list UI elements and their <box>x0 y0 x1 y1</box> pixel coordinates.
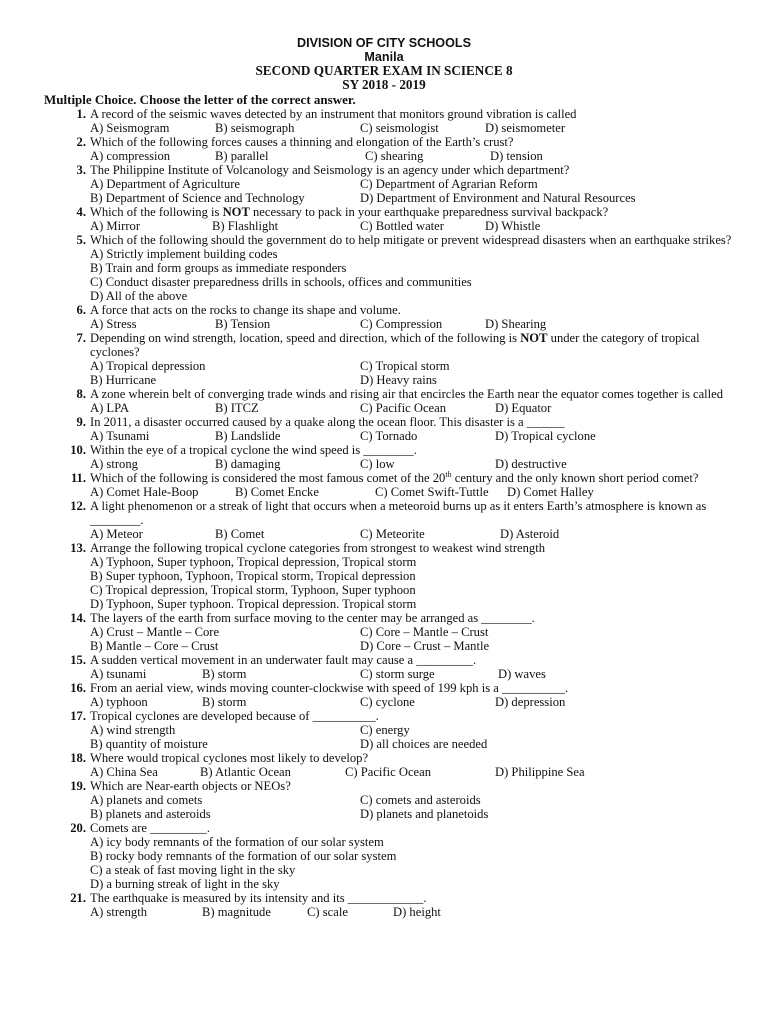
answer-options <box>90 667 734 681</box>
answer-option[interactable]: A) Department of Agriculture <box>90 177 241 191</box>
question-number: 3. <box>76 163 86 177</box>
answer-option[interactable]: B) rocky body remnants of the formation of our solar system <box>90 849 397 863</box>
question-stem: The layers of the earth from surface moving to the center may be arranged as ________. <box>90 611 535 625</box>
answer-option[interactable]: B) Atlantic Ocean <box>200 765 291 779</box>
question-item <box>44 891 734 919</box>
answer-option[interactable]: C) Meteorite <box>360 527 425 541</box>
question-number: 15. <box>70 653 86 667</box>
question-stem: Tropical cyclones are developed because of __________. <box>90 709 379 723</box>
answer-option[interactable]: C) Comet Swift-Tuttle <box>375 485 489 499</box>
question-stem: From an aerial view, winds moving counter-clockwise with speed of 199 kph is a __________. <box>90 681 569 695</box>
answer-option[interactable]: A) Mirror <box>90 219 141 233</box>
answer-options <box>90 401 734 415</box>
answer-option[interactable]: D) tension <box>490 149 543 163</box>
question-item <box>44 163 734 205</box>
question-item <box>44 611 734 653</box>
answer-options <box>90 121 734 135</box>
answer-option[interactable]: B) seismograph <box>215 121 295 135</box>
answer-options <box>90 555 734 611</box>
answer-option[interactable]: A) strength <box>90 905 148 919</box>
answer-option[interactable]: B) magnitude <box>202 905 271 919</box>
answer-option[interactable]: A) Tsunami <box>90 429 150 443</box>
answer-option[interactable]: C) Tropical storm <box>360 359 450 373</box>
answer-options <box>90 485 734 499</box>
answer-option[interactable]: C) Tornado <box>360 429 418 443</box>
answer-option[interactable]: B) Comet Encke <box>235 485 319 499</box>
answer-option[interactable]: D) Asteroid <box>500 527 560 541</box>
answer-options <box>90 177 734 205</box>
answer-option[interactable]: C) cyclone <box>360 695 415 709</box>
answer-option[interactable]: A) compression <box>90 149 171 163</box>
question-number: 9. <box>76 415 86 429</box>
answer-option[interactable]: B) Tension <box>215 317 271 331</box>
question-number: 11. <box>70 471 86 485</box>
answer-option[interactable]: A) tsunami <box>90 667 147 681</box>
answer-option[interactable]: C) storm surge <box>360 667 435 681</box>
answer-option[interactable]: D) a burning streak of light in the sky <box>90 877 280 891</box>
question-item <box>44 751 734 779</box>
answer-option[interactable]: B) storm <box>202 695 247 709</box>
answer-option[interactable]: C) a steak of fast moving light in the sky <box>90 863 296 877</box>
answer-option[interactable]: B) Department of Science and Technology <box>90 191 305 205</box>
answer-option[interactable]: D) seismometer <box>485 121 566 135</box>
answer-option[interactable]: C) Pacific Ocean <box>360 401 447 415</box>
question-stem: A force that acts on the rocks to change its shape and volume. <box>90 303 401 317</box>
answer-options <box>90 625 734 653</box>
answer-options <box>90 247 734 303</box>
question-stem: Arrange the following tropical cyclone categories from strongest to weakest wind strength <box>90 541 545 555</box>
answer-option[interactable]: A) wind strength <box>90 723 176 737</box>
question-number: 4. <box>76 205 86 219</box>
answer-option[interactable]: A) Stress <box>90 317 137 331</box>
answer-options <box>90 429 734 443</box>
question-stem: Which of the following forces causes a thinning and elongation of the Earth’s crust? <box>90 135 514 149</box>
question-stem: Which are Near-earth objects or NEOs? <box>90 779 291 793</box>
answer-option[interactable]: A) strong <box>90 457 138 471</box>
question-item <box>44 233 734 303</box>
answer-options <box>90 457 734 471</box>
answer-option[interactable]: C) scale <box>307 905 348 919</box>
answer-options <box>90 317 734 331</box>
answer-option[interactable]: A) Typhoon, Super typhoon, Tropical depression, Tropical storm <box>90 555 417 569</box>
question-item <box>44 303 734 331</box>
question-item <box>44 135 734 163</box>
answer-option[interactable]: A) icy body remnants of the formation of our solar system <box>90 835 384 849</box>
answer-option[interactable]: A) Crust – Mantle – Core <box>90 625 220 639</box>
question-stem: In 2011, a disaster occurred caused by a quake along the ocean floor. This disaster is a ______ <box>90 415 565 429</box>
question-stem: A sudden vertical movement in an underwater fault may cause a _________. <box>90 653 477 667</box>
answer-option[interactable]: A) Meteor <box>90 527 143 541</box>
answer-option[interactable]: B) Super typhoon, Typhoon, Tropical storm, Tropical depression <box>90 569 416 583</box>
answer-option[interactable]: C) Core – Mantle – Crust <box>360 625 489 639</box>
question-item <box>44 821 734 891</box>
answer-option[interactable]: B) Train and form groups as immediate responders <box>90 261 347 275</box>
answer-option[interactable]: B) quantity of moisture <box>90 737 208 751</box>
document-header <box>0 0 768 92</box>
question-stem: Which of the following is considered the most famous comet of the 20th century and the only known short period comet? <box>90 469 699 485</box>
answer-option[interactable]: C) energy <box>360 723 410 737</box>
question-item <box>44 471 734 499</box>
answer-option[interactable]: B) Hurricane <box>90 373 157 387</box>
answer-option[interactable]: B) damaging <box>215 457 281 471</box>
question-stem: The Philippine Institute of Volcanology and Seismology is an agency under which department? <box>90 163 570 177</box>
question-stem: Within the eye of a tropical cyclone the wind speed is ________. <box>90 443 417 457</box>
question-number: 16. <box>70 681 86 695</box>
answer-option[interactable]: C) Bottled water <box>360 219 444 233</box>
answer-option[interactable]: C) low <box>360 457 395 471</box>
question-stem: The earthquake is measured by its intensity and its ____________. <box>90 891 427 905</box>
answer-option[interactable]: A) China Sea <box>90 765 158 779</box>
question-number: 5. <box>76 233 86 247</box>
answer-option[interactable]: C) Tropical depression, Tropical storm, Typhoon, Super typhoon <box>90 583 416 597</box>
answer-option[interactable]: C) Pacific Ocean <box>345 765 432 779</box>
question-number: 13. <box>70 541 86 555</box>
city-name: Manila <box>364 50 404 64</box>
question-item <box>44 779 734 821</box>
answer-option[interactable]: A) Seismogram <box>90 121 170 135</box>
answer-option[interactable]: B) Comet <box>215 527 265 541</box>
answer-option[interactable]: D) planets and planetoids <box>360 807 489 821</box>
answer-option[interactable]: B) storm <box>202 667 247 681</box>
answer-options <box>90 723 734 751</box>
answer-option[interactable]: B) ITCZ <box>215 401 259 415</box>
answer-options <box>90 527 734 541</box>
question-number: 6. <box>76 303 86 317</box>
answer-option[interactable]: D) Equator <box>495 401 552 415</box>
question-item <box>44 653 734 681</box>
question-stem: Depending on wind strength, location, speed and direction, which of the following is NOT under the category of tropical cyclones? <box>90 331 700 359</box>
question-stem: A record of the seismic waves detected by an instrument that monitors ground vibration is called <box>90 107 577 121</box>
answer-option[interactable]: D) waves <box>498 667 546 681</box>
question-number: 19. <box>70 779 86 793</box>
question-item <box>44 331 734 387</box>
question-item <box>44 499 734 541</box>
answer-options <box>90 793 734 821</box>
answer-option[interactable]: B) parallel <box>215 149 269 163</box>
question-number: 2. <box>76 135 86 149</box>
question-stem: A light phenomenon or a streak of light that occurs when a meteoroid burns up as it enters Earth’s atmosphere is known as ________. <box>90 499 707 527</box>
question-item <box>44 415 734 443</box>
answer-options <box>90 695 734 709</box>
instructions: Multiple Choice. Choose the letter of the correct answer. <box>44 92 356 107</box>
question-number: 8. <box>76 387 86 401</box>
question-item <box>44 681 734 709</box>
answer-options <box>90 765 734 779</box>
answer-option[interactable]: C) Compression <box>360 317 443 331</box>
school-year: SY 2018 - 2019 <box>342 77 426 92</box>
answer-option[interactable]: B) Landslide <box>215 429 281 443</box>
question-item <box>44 443 734 471</box>
question-item <box>44 387 734 415</box>
answer-options <box>90 905 734 919</box>
question-number: 12. <box>70 499 86 513</box>
answer-option[interactable]: D) All of the above <box>90 289 188 303</box>
answer-options <box>90 149 734 163</box>
answer-option[interactable]: D) Department of Environment and Natural Resources <box>360 191 636 205</box>
question-number: 21. <box>70 891 86 905</box>
question-number: 17. <box>70 709 86 723</box>
answer-option[interactable]: C) Conduct disaster preparedness drills in schools, offices and communities <box>90 275 472 289</box>
answer-option[interactable]: C) seismologist <box>360 121 439 135</box>
question-number: 10. <box>70 443 86 457</box>
answer-option[interactable]: C) Department of Agrarian Reform <box>360 177 538 191</box>
answer-option[interactable]: A) Tropical depression <box>90 359 206 373</box>
question-number: 18. <box>70 751 86 765</box>
answer-option[interactable]: D) depression <box>495 695 566 709</box>
question-number: 14. <box>70 611 86 625</box>
answer-option[interactable]: B) Mantle – Core – Crust <box>90 639 219 653</box>
question-stem: Which of the following should the government do to help mitigate or prevent widespread disasters when an earthquake strikes? <box>90 233 732 247</box>
question-stem: A zone wherein belt of converging trade winds and rising air that encircles the Earth near the equator comes together is called <box>90 387 724 401</box>
answer-option[interactable]: B) planets and asteroids <box>90 807 211 821</box>
question-stem: Where would tropical cyclones most likely to develop? <box>90 751 369 765</box>
question-list <box>44 107 734 919</box>
answer-option[interactable]: C) shearing <box>365 149 424 163</box>
answer-option[interactable]: D) destructive <box>495 457 567 471</box>
answer-option[interactable]: D) Heavy rains <box>360 373 437 387</box>
answer-option[interactable]: B) Flashlight <box>212 219 279 233</box>
question-stem: Comets are _________. <box>90 821 210 835</box>
answer-options <box>90 359 734 387</box>
answer-option[interactable]: A) Comet Hale-Boop <box>90 485 199 499</box>
answer-option[interactable]: D) Tropical cyclone <box>495 429 596 443</box>
answer-options <box>90 835 734 891</box>
question-number: 7. <box>76 331 86 345</box>
question-item <box>44 107 734 135</box>
answer-option[interactable]: A) LPA <box>90 401 130 415</box>
answer-option[interactable]: D) Comet Halley <box>507 485 594 499</box>
answer-option[interactable]: A) typhoon <box>90 695 148 709</box>
question-item <box>44 709 734 751</box>
answer-option[interactable]: D) all choices are needed <box>360 737 488 751</box>
answer-option[interactable]: A) Strictly implement building codes <box>90 247 278 261</box>
answer-option[interactable]: D) Typhoon, Super typhoon. Tropical depression. Tropical storm <box>90 597 417 611</box>
exam-title: SECOND QUARTER EXAM IN SCIENCE 8 <box>255 63 513 78</box>
answer-option[interactable]: D) Philippine Sea <box>495 765 585 779</box>
question-number: 1. <box>76 107 86 121</box>
answer-option[interactable]: D) height <box>393 905 441 919</box>
question-stem: Which of the following is NOT necessary to pack in your earthquake preparedness survival backpack? <box>90 205 609 219</box>
answer-option[interactable]: D) Whistle <box>485 219 541 233</box>
answer-option[interactable]: C) comets and asteroids <box>360 793 481 807</box>
question-item <box>44 541 734 611</box>
answer-option[interactable]: D) Shearing <box>485 317 547 331</box>
answer-option[interactable]: D) Core – Crust – Mantle <box>360 639 490 653</box>
division-title: DIVISION OF CITY SCHOOLS <box>296 36 471 50</box>
answer-options <box>90 219 734 233</box>
question-item <box>44 205 734 233</box>
question-number: 20. <box>70 821 86 835</box>
answer-option[interactable]: A) planets and comets <box>90 793 203 807</box>
